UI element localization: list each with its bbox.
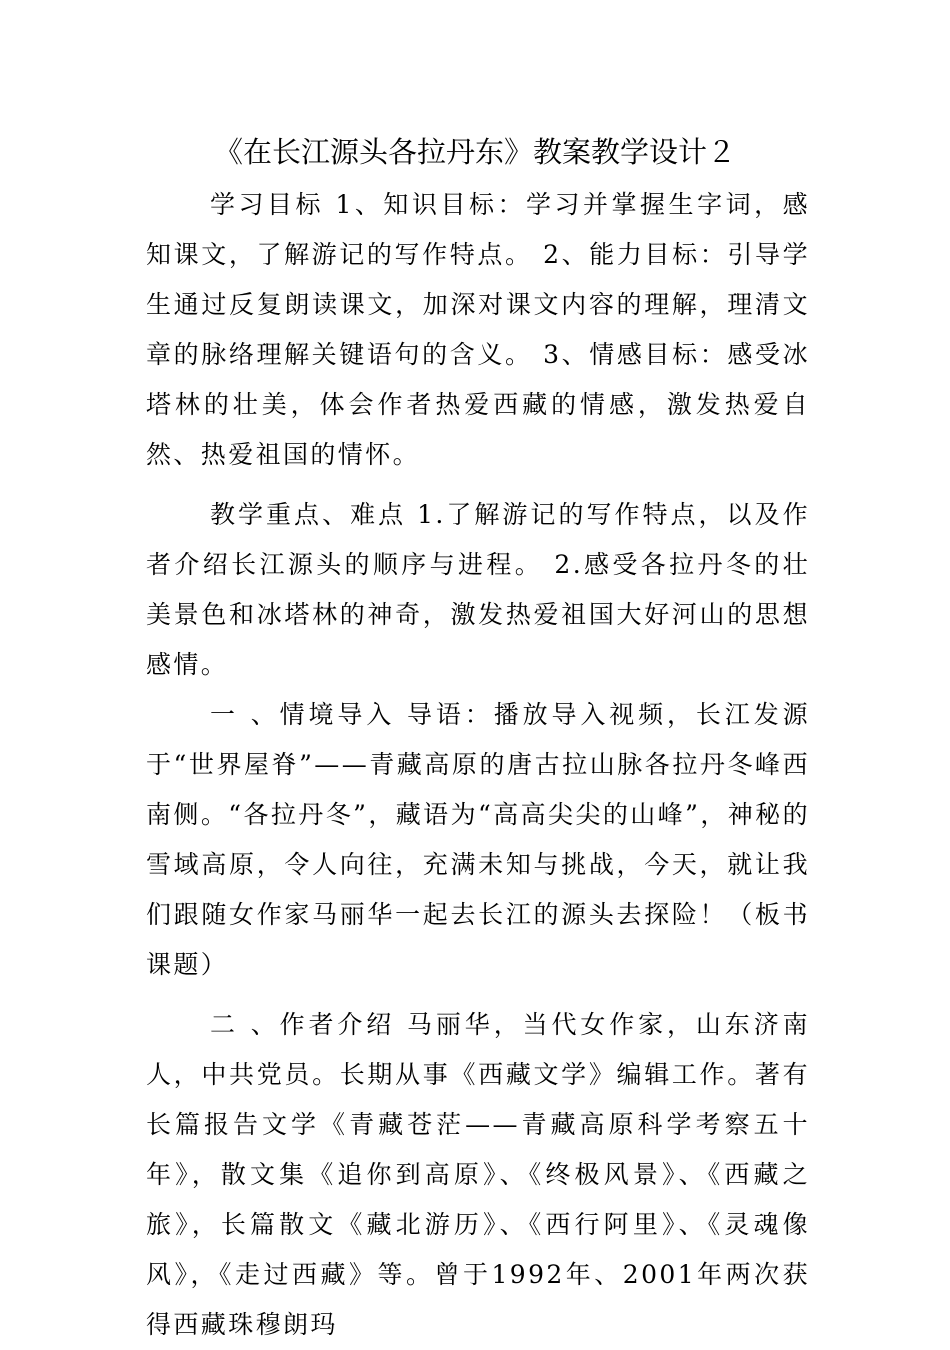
paragraph-learning-objectives: 学习目标 1、知识目标：学习并掌握生字词，感知课文，了解游记的写作特点。 2、能力目标：引导学生通过反复朗读课文，加深对课文内容的理解，理清文章的脉络理解关键语句的含义。 3、情感目标：感受冰塔林的壮美，体会作者热爱西藏的情感，激发热爱自然、热爱祖国的情怀。: [146, 190, 810, 469]
paragraph-key-points: 教学重点、难点 1.了解游记的写作特点，以及作者介绍长江源头的顺序与进程。 2.感受各拉丹冬的壮美景色和冰塔林的神奇，激发热爱祖国大好河山的思想感情。: [146, 500, 810, 679]
paragraph-introduction: 一 、情境导入 导语：播放导入视频，长江发源于“世界屋脊”——青藏高原的唐古拉山脉各拉丹冬峰西南侧。“各拉丹冬”，藏语为“高高尖尖的山峰”，神秘的雪域高原，令人向往，充满未知与挑战，今天，就让我们跟随女作家马丽华一起去长江的源头去探险！（板书课题）: [146, 700, 810, 979]
paragraph-author-intro: 二 、作者介绍 马丽华，当代女作家，山东济南人，中共党员。长期从事《西藏文学》编辑工作。著有长篇报告文学《青藏苍茫——青藏高原科学考察五十年》，散文集《追你到高原》、《终极风景》、《西藏之旅》，长篇散文《藏北游历》、《西行阿里》、《灵魂像风》，《走过西藏》等。曾于1992年、2001年两次获得西藏珠穆朗玛: [146, 1010, 810, 1339]
document-body: [146, 180, 810, 1350]
document-title: 《在长江源头各拉丹东》教案教学设计２: [213, 135, 736, 169]
